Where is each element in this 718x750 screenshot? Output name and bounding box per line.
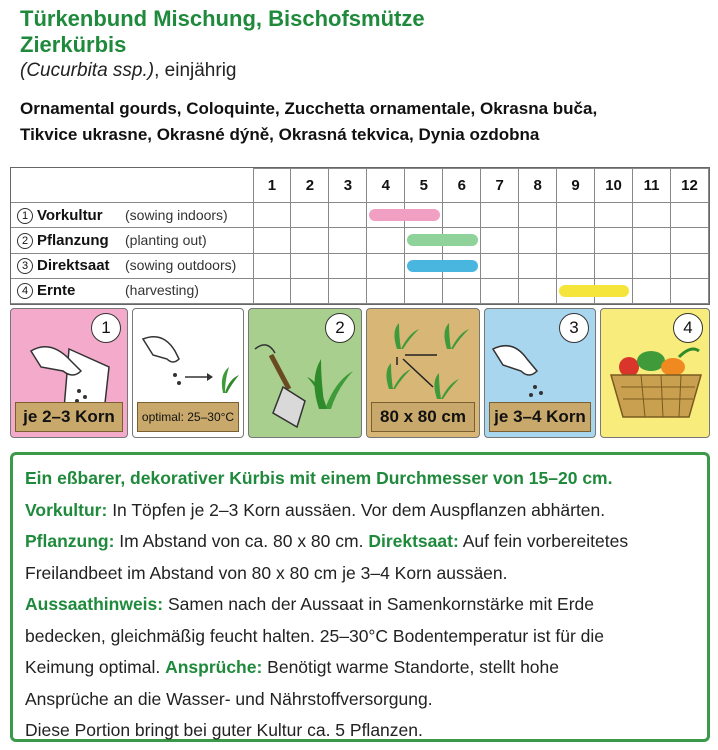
calendar-cell	[329, 278, 367, 303]
calendar-cell	[291, 253, 329, 278]
calendar-cell	[519, 228, 557, 253]
calendar-cell	[367, 253, 405, 278]
month-header: 3	[329, 169, 367, 203]
step-circle: 3	[17, 258, 33, 274]
trade-names	[20, 96, 710, 148]
month-header: 10	[595, 169, 633, 203]
step-number: 4	[673, 313, 703, 343]
calendar-row	[11, 278, 709, 303]
step-circle: 4	[17, 283, 33, 299]
row-label-de: Pflanzung	[37, 231, 109, 249]
lifecycle: , einjährig	[154, 60, 237, 81]
picto-caption: optimal: 25–30°C	[137, 402, 239, 432]
picto-caption: je 3–4 Korn	[489, 402, 591, 432]
anspruche-label: Ansprüche:	[165, 657, 263, 677]
calendar-cell	[405, 228, 443, 253]
calendar-cell	[253, 278, 291, 303]
vorkultur-text: In Töpfen je 2–3 Korn aussäen. Vor dem Auspflanzen abhärten.	[107, 499, 606, 520]
calendar-cell	[367, 278, 405, 303]
calendar-cell	[443, 278, 481, 303]
calendar-cell	[557, 253, 595, 278]
step-circle: 1	[17, 208, 33, 224]
aussaat-text-2: bedecken, gleichmäßig feucht halten. 25–30°C Bodentemperatur ist für die	[25, 625, 605, 646]
direktsaat-text-2: Freilandbeet im Abstand von 80 x 80 cm je 3–4 Korn aussäen.	[25, 562, 508, 583]
info-anspruche	[25, 652, 695, 684]
pflanzung-label: Pflanzung:	[25, 531, 115, 551]
calendar-cell	[481, 228, 519, 253]
calendar-row-label	[11, 253, 253, 278]
month-header: 8	[519, 169, 557, 203]
month-header: 6	[443, 169, 481, 203]
trade-names-line-1: Ornamental gourds, Coloquinte, Zucchetta ornamentale, Okrasna buča,	[20, 99, 598, 118]
calendar-cell	[519, 203, 557, 228]
picto-sowing-indoors	[10, 308, 128, 438]
step-number: 1	[91, 313, 121, 343]
cultivation-info-box	[10, 452, 710, 742]
calendar-cell	[595, 253, 633, 278]
calendar-cell	[481, 278, 519, 303]
picto-sowing-outdoors	[484, 308, 596, 438]
calendar-cell	[367, 203, 405, 228]
calendar-table	[11, 168, 709, 304]
row-label-en: (planting out)	[125, 231, 207, 248]
aussaat-text-3: Keimung optimal.	[25, 657, 166, 677]
calendar-cell	[329, 228, 367, 253]
info-pflanzung	[25, 526, 695, 558]
direktsaat-text-1: Auf fein vorbereitetes	[458, 531, 629, 551]
trade-names-line-2: Tikvice ukrasne, Okrasné dýně, Okrasná tekvica, Dynia ozdobna	[20, 125, 540, 144]
calendar-period-bar	[559, 285, 629, 297]
pictogram-strip	[10, 308, 710, 438]
month-header: 2	[291, 169, 329, 203]
picto-caption: je 2–3 Korn	[15, 402, 123, 432]
picto-caption: 80 x 80 cm	[371, 402, 475, 432]
calendar-cell	[253, 203, 291, 228]
aussaat-text-1: Samen nach der Aussaat in Samenkornstärke mit Erde	[163, 594, 595, 614]
calendar-row-label	[11, 278, 253, 303]
step-number: 3	[559, 313, 589, 343]
calendar-header-row	[11, 169, 709, 203]
month-header: 11	[633, 169, 671, 203]
row-label-de: Ernte	[37, 282, 76, 300]
row-label-en: (harvesting)	[125, 282, 199, 299]
calendar-corner	[11, 169, 253, 203]
calendar-period-bar	[407, 260, 477, 272]
month-header: 9	[557, 169, 595, 203]
calendar-cell	[670, 228, 708, 253]
portion-note: Diese Portion bringt bei guter Kultur ca. 5 Pflanzen.	[25, 720, 423, 740]
info-headline: Ein eßbarer, dekorativer Kürbis mit einem Durchmesser von 15–20 cm.	[25, 468, 613, 488]
calendar-cell	[405, 278, 443, 303]
calendar-cell	[291, 203, 329, 228]
calendar-cell	[595, 228, 633, 253]
pflanzung-text: Im Abstand von ca. 80 x 80 cm.	[114, 531, 369, 551]
calendar-cell	[595, 203, 633, 228]
calendar-cell	[633, 253, 671, 278]
calendar-cell	[253, 228, 291, 253]
month-header: 5	[405, 169, 443, 203]
vorkultur-label: Vorkultur:	[25, 499, 108, 520]
calendar-cell	[670, 203, 708, 228]
title-line-2: Zierkürbis	[20, 32, 127, 57]
info-aussaat	[25, 589, 695, 621]
direktsaat-label: Direktsaat:	[368, 531, 459, 551]
calendar-row	[11, 228, 709, 253]
step-number: 2	[325, 313, 355, 343]
calendar-cell	[405, 253, 443, 278]
calendar-cell	[519, 253, 557, 278]
row-label-en: (sowing outdoors)	[125, 257, 237, 274]
month-header: 7	[481, 169, 519, 203]
calendar-row	[11, 203, 709, 228]
step-circle: 2	[17, 233, 33, 249]
calendar-cell	[329, 253, 367, 278]
calendar-cell	[291, 228, 329, 253]
calendar-cell	[557, 278, 595, 303]
calendar-cell	[557, 203, 595, 228]
latin-name: (Cucurbita ssp.)	[20, 60, 155, 81]
calendar-cell	[670, 253, 708, 278]
row-label-de: Direktsaat	[37, 257, 110, 275]
month-header: 1	[253, 169, 291, 203]
calendar-cell	[519, 278, 557, 303]
calendar-row	[11, 253, 709, 278]
picto-germination	[132, 308, 244, 438]
picto-harvest	[600, 308, 710, 438]
calendar-cell	[633, 203, 671, 228]
sowing-calendar	[10, 167, 710, 305]
calendar-cell	[253, 253, 291, 278]
calendar-cell	[670, 278, 708, 303]
calendar-row-label	[11, 203, 253, 228]
calendar-cell	[329, 203, 367, 228]
calendar-period-bar	[369, 209, 439, 221]
calendar-cell	[367, 228, 405, 253]
anspruche-text-2: Ansprüche an die Wasser- und Nährstoffversorgung.	[25, 688, 433, 709]
calendar-cell	[443, 203, 481, 228]
anspruche-text-1: Benötigt warme Standorte, stellt hohe	[262, 657, 560, 677]
title-line-1: Türkenbund Mischung, Bischofsmütze	[20, 6, 425, 31]
calendar-cell	[557, 228, 595, 253]
calendar-cell	[633, 228, 671, 253]
month-header: 4	[367, 169, 405, 203]
aussaat-label: Aussaathinweis:	[25, 594, 164, 614]
info-vorkultur	[25, 495, 695, 527]
picto-spacing	[366, 308, 480, 438]
botanical-name	[20, 60, 237, 82]
calendar-cell	[481, 203, 519, 228]
row-label-de: Vorkultur	[37, 206, 103, 224]
row-label-en: (sowing indoors)	[125, 206, 228, 223]
calendar-cell	[291, 278, 329, 303]
month-header: 12	[670, 169, 708, 203]
calendar-cell	[481, 253, 519, 278]
product-title	[20, 6, 425, 58]
calendar-row-label	[11, 228, 253, 253]
calendar-cell	[633, 278, 671, 303]
picto-planting-out	[248, 308, 362, 438]
calendar-period-bar	[407, 234, 477, 246]
